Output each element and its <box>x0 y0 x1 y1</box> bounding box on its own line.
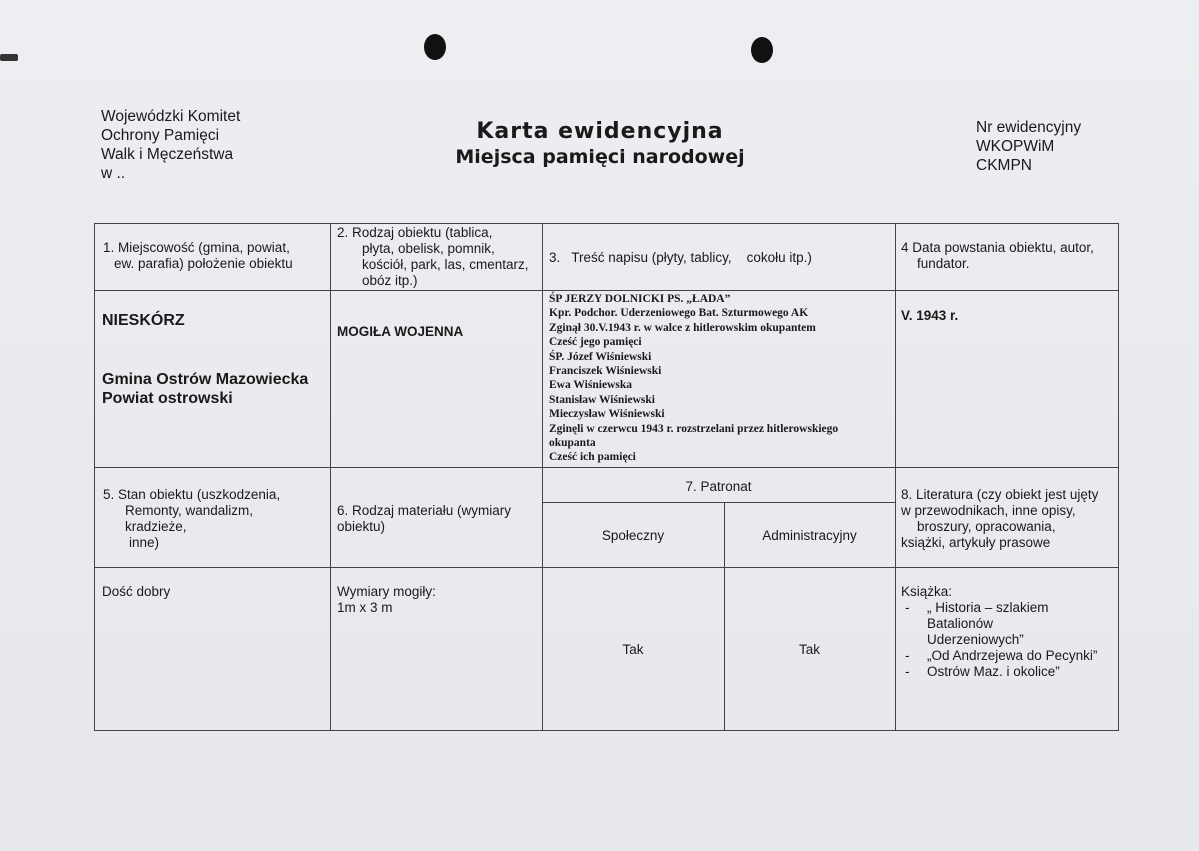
committee-name: Wojewódzki Komitet Ochrony Pamięci Walk i Męczeństwa w .. <box>101 108 241 182</box>
header-patronage-social: Społeczny <box>601 528 665 543</box>
header-state: 5. Stan obiektu (uszkodzenia, Remonty, wandalizm, kradzieże, inne) <box>103 487 281 550</box>
document-title <box>400 119 800 168</box>
registry-number: Nr ewidencyjny WKOPWiM CKMPN <box>976 119 1082 174</box>
object-state: Dość dobry <box>102 584 171 599</box>
header-material: 6. Rodzaj materiału (wymiary obiektu) <box>337 503 512 534</box>
header-object-type: 2. Rodzaj obiektu (tablica, płyta, obelisk, pomnik, kościół, park, las, cmentarz, obóz itp.) <box>337 225 529 288</box>
literature-list <box>901 600 1116 680</box>
scan-speck <box>0 54 18 61</box>
header-location: 1. Miejscowość (gmina, powiat, ew. parafia) położenie obiektu <box>103 240 293 271</box>
header-inscription: 3. Treść napisu (płyty, tablicy, cokołu itp.) <box>549 250 812 265</box>
place-gmina-powiat: Gmina Ostrów Mazowiecka Powiat ostrowski <box>102 371 309 407</box>
patronage-admin-value: Tak <box>798 642 820 657</box>
title-line-1: Karta ewidencyjna <box>476 119 724 144</box>
inscription-text: ŚP JERZY DOLNICKI PS. „ŁADA” Kpr. Podchor. Uderzeniowego Bat. Szturmowego AK Zginął 30.V.1943 r. w walce z hitlerowskim okupantem Cześć jego pamięci ŚP. Józef Wiśniewski Franciszek Wiśniewski Ewa Wiśniewska Stanisław Wiśniewski Mieczysław Wiśniewski Zginęli w czerwcu 1943 r. rozstrzelani przez hitlerowskiego okupanta Cześć ich pamięci <box>549 293 839 464</box>
creation-date: V. 1943 r. <box>901 308 959 323</box>
header-date: 4 Data powstania obiektu, autor, fundator. <box>901 240 1094 271</box>
material-info: Wymiary mogiły: 1m x 3 m <box>337 584 436 615</box>
header-patronage-admin: Administracyjny <box>762 528 857 543</box>
record-table <box>94 223 1119 731</box>
list-item: - „Od Andrzejewa do Pecynki” <box>901 648 1116 664</box>
punch-hole-right <box>751 37 773 63</box>
header-literature: 8. Literatura (czy obiekt jest ujęty w przewodnikach, inne opisy, broszury, opracowania, książki, artykuły prasowe <box>901 487 1099 550</box>
header-patronage: 7. Patronat <box>685 479 752 494</box>
list-item: - Ostrów Maz. i okolice” <box>901 664 1116 680</box>
patronage-social-value: Tak <box>622 642 644 657</box>
place-name: NIESKÓRZ <box>102 312 185 329</box>
list-item: - „ Historia – szlakiem Batalionów Uderzeniowych” <box>901 600 1077 648</box>
object-type: MOGIŁA WOJENNA <box>337 324 464 339</box>
punch-hole-left <box>424 34 446 60</box>
title-line-2: Miejsca pamięci narodowej <box>455 146 745 168</box>
literature-info: Książka: - „ Historia – szlakiem Batalionów Uderzeniowych” - „Od Andrzejewa do Pecynki” - Ostrów Maz. i okolice” <box>901 584 1116 680</box>
